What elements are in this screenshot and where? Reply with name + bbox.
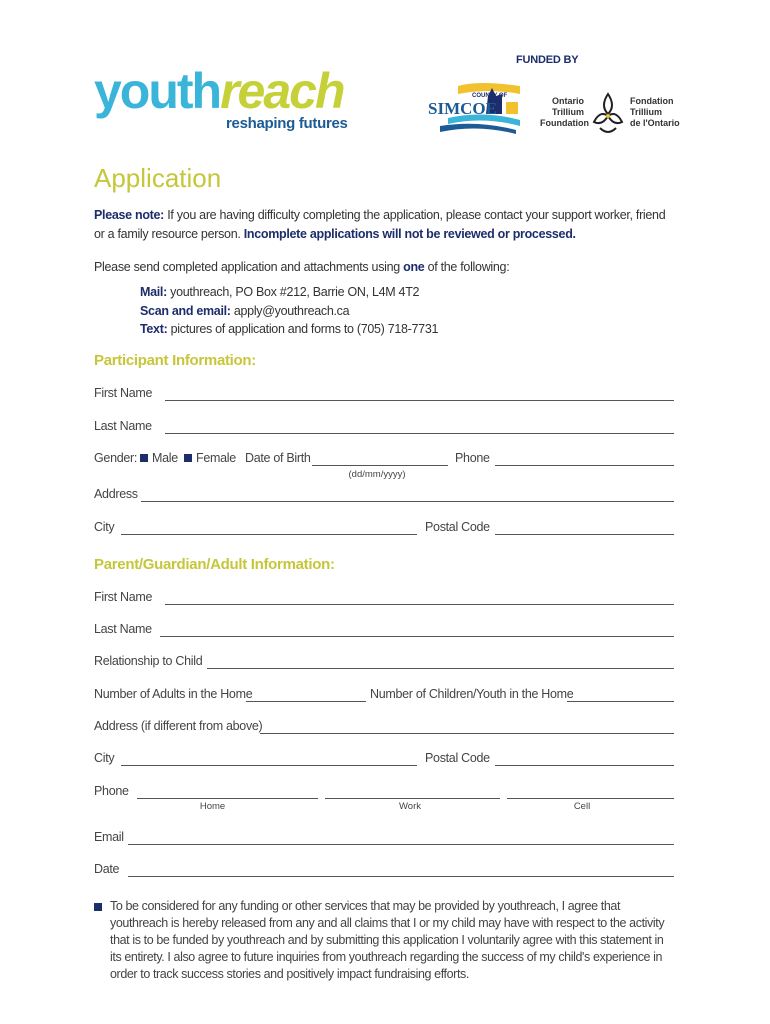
participant-phone-label: Phone bbox=[455, 451, 490, 465]
svg-text:COUNTY OF: COUNTY OF bbox=[472, 93, 508, 99]
guardian-heading: Parent/Guardian/Adult Information: bbox=[94, 556, 335, 573]
relationship-label: Relationship to Child bbox=[94, 654, 203, 668]
page-title: Application bbox=[94, 163, 222, 193]
participant-city-label: City bbox=[94, 520, 115, 534]
home-phone-caption: Home bbox=[199, 801, 226, 812]
participant-heading: Participant Information: bbox=[94, 352, 256, 369]
send-method-mail: Mail: youthreach, PO Box #212, Barrie ON, L4M 4T2 bbox=[140, 285, 420, 299]
participant-postal-label: Postal Code bbox=[425, 520, 490, 534]
male-checkbox[interactable] bbox=[140, 454, 148, 462]
guardian-address-field[interactable] bbox=[260, 733, 674, 734]
guardian-first-name-label: First Name bbox=[94, 590, 153, 604]
guardian-address-label: Address (if different from above) bbox=[94, 719, 263, 733]
email-label: Email bbox=[94, 830, 124, 844]
guardian-city-field[interactable] bbox=[121, 765, 417, 766]
participant-city-field[interactable] bbox=[121, 534, 417, 535]
gender-label: Gender: bbox=[94, 451, 138, 465]
guardian-last-name-label: Last Name bbox=[94, 622, 152, 636]
guardian-last-name-field[interactable] bbox=[160, 636, 674, 637]
male-option[interactable]: Male bbox=[140, 451, 178, 465]
logo-reach: reach bbox=[220, 63, 344, 119]
participant-phone-field[interactable] bbox=[495, 465, 674, 466]
cell-phone-field[interactable] bbox=[507, 798, 674, 799]
relationship-field[interactable] bbox=[207, 668, 674, 669]
agreement-text: To be considered for any funding or other services that may be provided by youthreach, I agree that youthreach is hereby released from any and all claims that I or my child may have with respect to the activity that is to be funded by youthreach and by submitting this application I voluntarily agree with this statement in its entirety. I also agree to future inquiries from youthreach regarding the success of my child's experience in order to track success stories and positively impact fundraising efforts. bbox=[110, 899, 665, 981]
send-instructions: Please send completed application and attachments using one of the following: bbox=[94, 260, 510, 274]
participant-last-name-field[interactable] bbox=[165, 433, 674, 434]
children-count-label: Number of Children/Youth in the Home bbox=[370, 687, 574, 701]
youthreach-logo bbox=[94, 63, 344, 119]
send-method-email: Scan and email: apply@youthreach.ca bbox=[140, 304, 350, 318]
guardian-postal-field[interactable] bbox=[495, 765, 674, 766]
participant-postal-field[interactable] bbox=[495, 534, 674, 535]
female-option[interactable]: Female bbox=[184, 451, 236, 465]
guardian-phone-label: Phone bbox=[94, 784, 129, 798]
adults-count-field[interactable] bbox=[246, 701, 366, 702]
female-checkbox[interactable] bbox=[184, 454, 192, 462]
logo-youth: youth bbox=[94, 63, 221, 119]
work-phone-field[interactable] bbox=[325, 798, 500, 799]
logo-tagline: reshaping futures bbox=[226, 115, 348, 132]
guardian-postal-label: Postal Code bbox=[425, 751, 490, 765]
date-label: Date bbox=[94, 862, 120, 876]
dob-label: Date of Birth bbox=[245, 451, 311, 465]
date-field[interactable] bbox=[128, 876, 674, 877]
svg-text:SIMCOE: SIMCOE bbox=[428, 99, 497, 118]
county-of-simcoe-logo bbox=[428, 80, 524, 136]
please-note: Please note: If you are having difficulty completing the application, please contact your support worker, friend or a family resource person. Incomplete applications will not be reviewed or processed. bbox=[94, 208, 666, 241]
cell-phone-caption: Cell bbox=[573, 801, 591, 812]
guardian-first-name-field[interactable] bbox=[165, 604, 674, 605]
dob-field[interactable] bbox=[312, 465, 448, 466]
funded-by-label: FUNDED BY bbox=[516, 54, 579, 66]
adults-count-label: Number of Adults in the Home bbox=[94, 687, 253, 701]
otf-english-name: Ontario Trillium Foundation bbox=[540, 96, 589, 128]
send-method-text: Text: pictures of application and forms to (705) 718-7731 bbox=[140, 322, 439, 336]
home-phone-field[interactable] bbox=[137, 798, 318, 799]
trillium-icon bbox=[590, 92, 626, 134]
participant-first-name-label: First Name bbox=[94, 386, 153, 400]
email-field[interactable] bbox=[128, 844, 674, 845]
otf-french-name: Fondation Trillium de l'Ontario bbox=[630, 96, 680, 128]
guardian-city-label: City bbox=[94, 751, 115, 765]
children-count-field[interactable] bbox=[567, 701, 674, 702]
dob-format-hint: (dd/mm/yyyy) bbox=[348, 469, 406, 480]
participant-address-label: Address bbox=[94, 487, 138, 501]
participant-address-field[interactable] bbox=[141, 501, 674, 502]
participant-last-name-label: Last Name bbox=[94, 419, 152, 433]
agreement-checkbox[interactable] bbox=[94, 903, 102, 911]
participant-first-name-field[interactable] bbox=[165, 400, 674, 401]
agreement-block bbox=[94, 898, 674, 983]
work-phone-caption: Work bbox=[399, 801, 421, 812]
